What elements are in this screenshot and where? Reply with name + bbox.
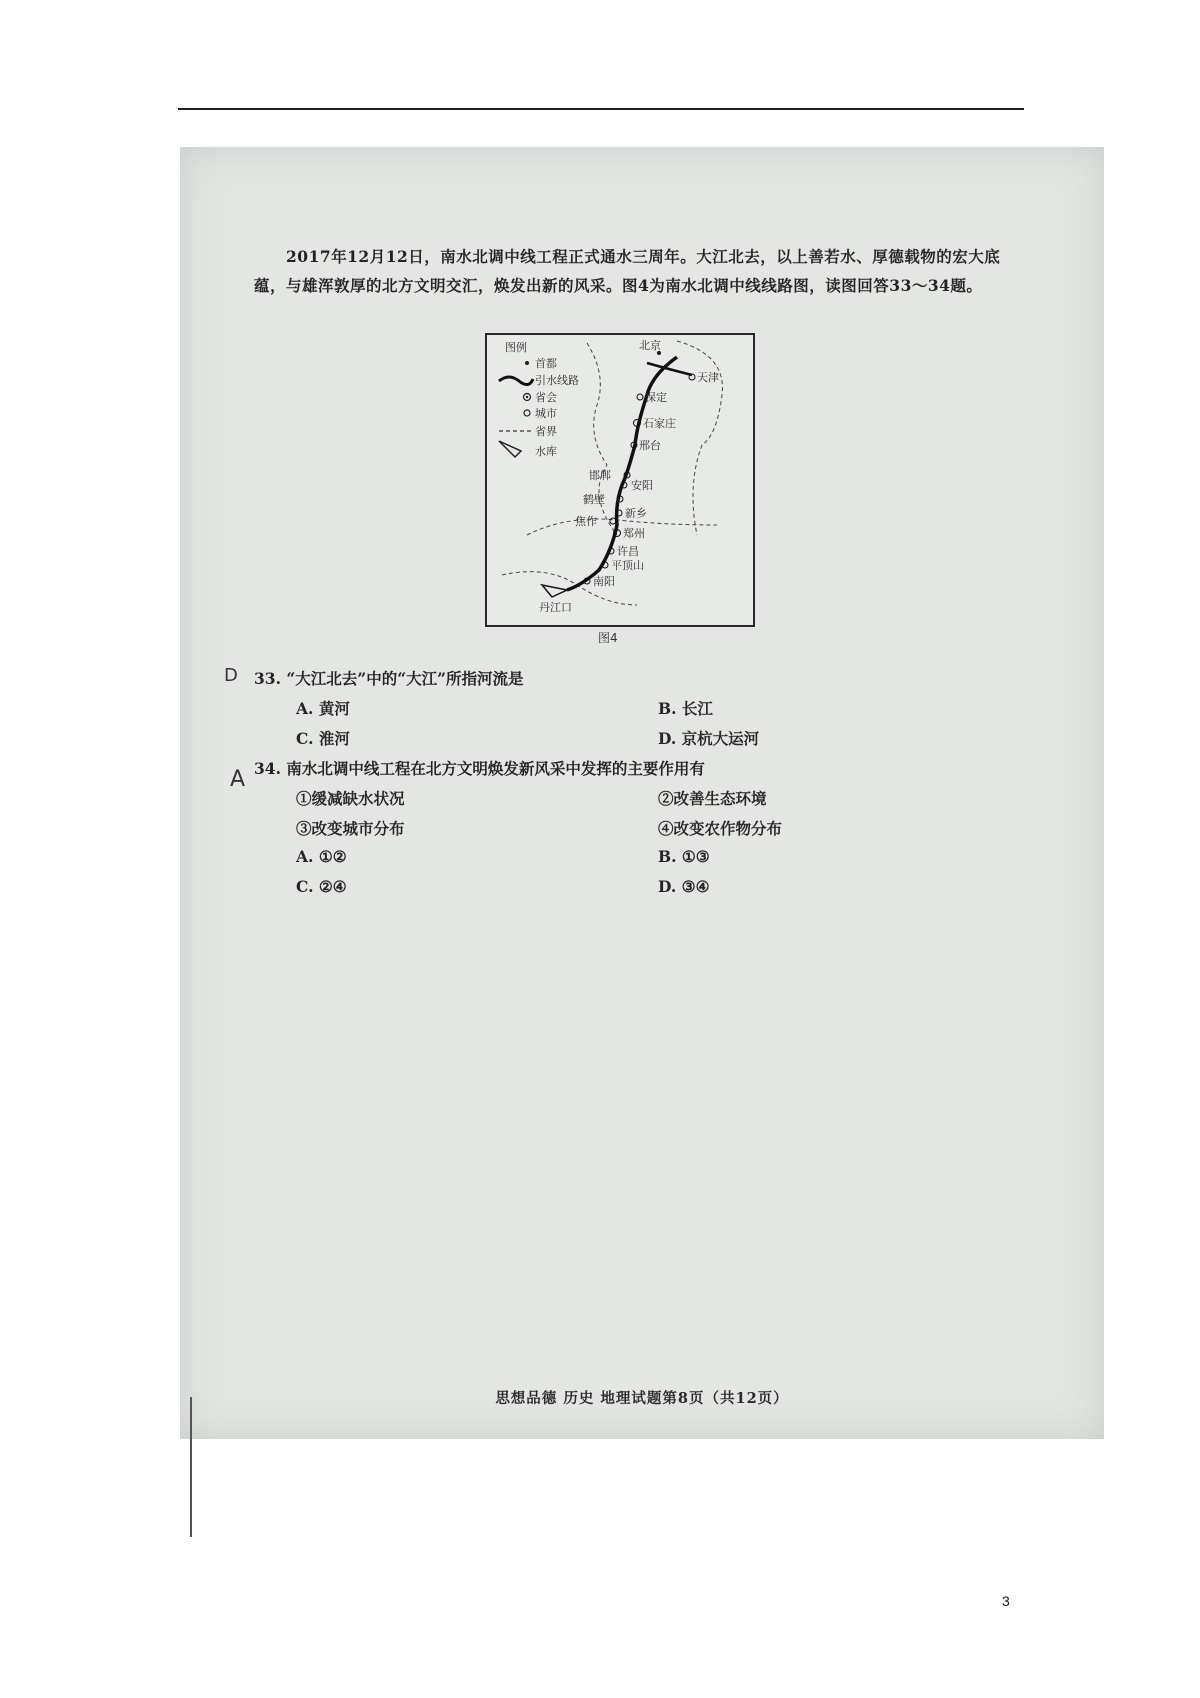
place-handan: 邯郸 [589,469,611,482]
question-33-stem: 33. “大江北去”中的“大江”所指河流是 [254,669,524,688]
place-tianjin: 天津 [697,371,719,384]
legend-title: 图例 [505,341,527,354]
q34-item-2: ②改善生态环境 [658,789,767,808]
q33-option-a: A. 黄河 [296,699,350,718]
q34-item-3: ③改变城市分布 [296,819,405,838]
place-beijing: 北京 [639,339,661,352]
place-zhengzhou: 郑州 [623,527,645,540]
scanned-exam-page [180,147,1104,1439]
place-nanyang: 南阳 [593,575,615,588]
q34-option-d: D. ③④ [658,877,710,896]
legend-city: 城市 [535,407,557,420]
legend-route: 引水线路 [535,374,579,387]
q34-option-a: A. ①② [296,847,347,866]
place-danjiangkou: 丹江口 [539,601,572,614]
place-xuchang: 许昌 [617,545,639,558]
intro-paragraph: 2017年12月12日，南水北调中线工程正式通水三周年。大江北去，以上善若水、厚德载物的宏大底蕴，与雄浑敦厚的北方文明交汇，焕发出新的风采。图4为南水北调中线线路图，读图回答33～34题。 [254,247,1001,295]
city-circle-icon [524,410,530,416]
q34-item-4: ④改变农作物分布 [658,819,783,838]
handwritten-mark-33: D [224,665,238,686]
map-caption: 图4 [598,631,618,645]
q34-option-b: B. ①③ [658,847,710,866]
legend-capital: 首都 [535,357,557,370]
page-number: 3 [1002,1593,1010,1609]
q33-option-b: B. 长江 [658,699,713,718]
q34-option-c: C. ②④ [296,877,347,896]
scan-footer: 思想品德 历史 地理试题第8页（共12页） [495,1390,789,1407]
danjiangkou-reservoir-icon [542,585,567,597]
place-xinxiang: 新乡 [625,507,647,520]
top-rule [178,108,1024,110]
q34-item-1: ①缓减缺水状况 [296,789,405,808]
place-shijiazhuang: 石家庄 [643,417,676,430]
place-pingdingshan: 平顶山 [611,559,644,572]
q33-option-d: D. 京杭大运河 [658,729,760,748]
route-map [485,333,755,627]
scan-edge-line [190,1397,192,1537]
reservoir-icon [499,441,521,457]
route-line-icon [499,377,533,385]
capital-dot-icon [525,361,529,365]
q33-option-c: C. 淮河 [296,729,350,748]
question-34-stem: 34. 南水北调中线工程在北方文明焕发新风采中发挥的主要作用有 [254,759,705,778]
handwritten-mark-34: A [230,767,246,792]
legend-border: 省界 [535,425,557,438]
place-anyang: 安阳 [631,479,653,492]
legend-reservoir: 水库 [535,445,557,458]
legend-provincial: 省会 [535,391,557,404]
place-xingtai: 邢台 [639,439,661,452]
place-hebi: 鹤壁 [583,493,605,506]
place-jiaozuo: 焦作 [575,515,597,528]
route-map-drawing [487,335,753,625]
place-baoding: 保定 [645,391,667,404]
